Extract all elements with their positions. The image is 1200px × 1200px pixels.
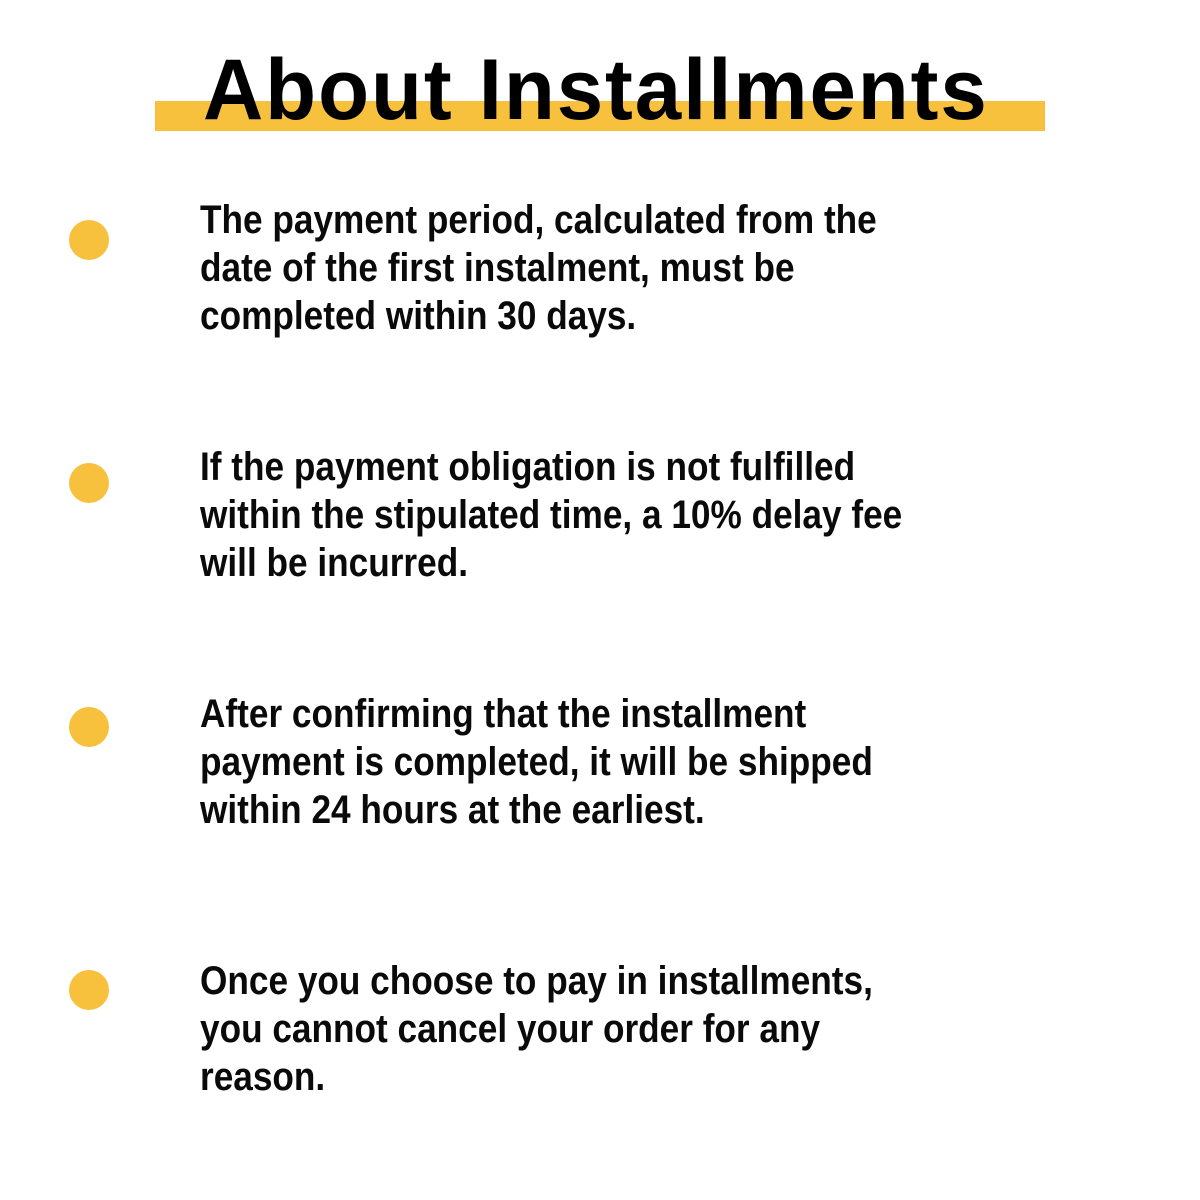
bullet-line: within 24 hours at the earliest.	[200, 788, 705, 832]
bullet-item-shipping	[200, 690, 873, 834]
bullet-item-delay-fee	[200, 443, 902, 587]
bullet-line: After confirming that the installment	[200, 692, 807, 736]
bullet-line: date of the first instalment, must be	[200, 246, 795, 290]
bullet-item-payment-period	[200, 196, 877, 340]
bullet-line: reason.	[200, 1055, 326, 1099]
bullet-line: The payment period, calculated from the	[200, 198, 877, 242]
bullet-line: Once you choose to pay in installments,	[200, 959, 873, 1003]
bullet-line: If the payment obligation is not fulfilled	[200, 445, 856, 489]
circle-bullet-icon	[69, 220, 109, 260]
bullet-line: will be incurred.	[200, 541, 468, 585]
circle-bullet-icon	[69, 970, 109, 1010]
circle-bullet-icon	[69, 463, 109, 503]
bullet-line: payment is completed, it will be shipped	[200, 740, 873, 784]
bullet-line: completed within 30 days.	[200, 294, 637, 338]
page-title: About Installments	[203, 42, 989, 138]
bullet-item-no-cancel	[200, 957, 873, 1101]
circle-bullet-icon	[69, 707, 109, 747]
bullet-line: within the stipulated time, a 10% delay fee	[200, 493, 903, 537]
bullet-line: you cannot cancel your order for any	[200, 1007, 821, 1051]
